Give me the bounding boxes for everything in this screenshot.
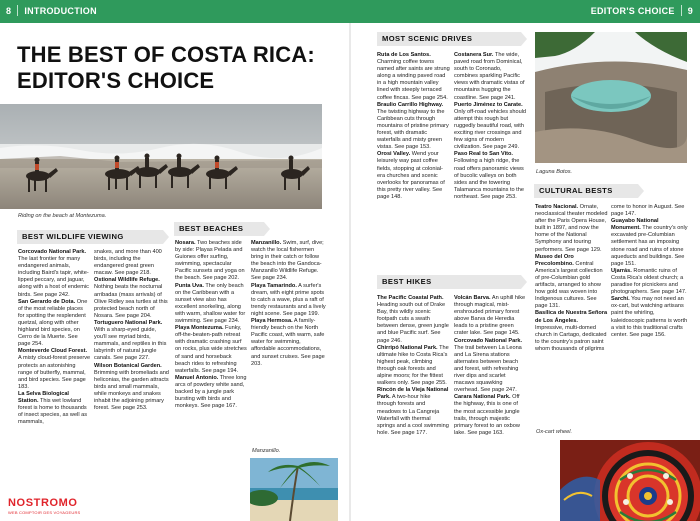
hikes-column-1 — [377, 295, 450, 437]
list-item: Museo del Oro Precolombino. Central America's largest collection of pre-Columbian gold artifacts, arranged to show how gold was woven into Indigenous cultures. See page 131. — [535, 253, 603, 310]
list-item: Ostional Wildlife Refuge. Nothing beats the nocturnal arribadas (mass arrivals) of Olive Ridley sea turtles at this protected beach north of Nosara. See page 204. — [94, 277, 168, 319]
heading-arrow — [638, 184, 644, 198]
section-heading-beaches-label: BEST BEACHES — [179, 224, 244, 233]
list-item: Puerto Jiménez to Carate. Only off-road vehicles should attempt this rough but ruggedly beautiful road, with exciting river crossings and few signs of modern civilization. See page 249. — [454, 101, 527, 151]
left-header-title: INTRODUCTION — [24, 6, 97, 16]
watermark-logo — [6, 496, 90, 518]
list-item: Wilson Botanical Garden. Brimming with bromeliads and heliconias, the garden attracts birds and small mammals, while monkeys and snakes inhabit the adjoining primary forest. See page 253. — [94, 362, 169, 412]
page-title — [17, 42, 337, 94]
list-item: The Pacific Coastal Path. Heading south out of Drake Bay, this wildly scenic footpath cuts a swath between dense, green jungle and blue Pacific surf. See page 246. — [377, 295, 449, 344]
logo-subtitle: WEB COMPTOIR DES VOYAGEURS — [8, 510, 81, 515]
list-item: Costanera Sur. The wide, paved road from Dominical, south to Coronado, combines sparkling Pacific views with dramatic vistas of mountains hugging the coastline. See page 241. — [454, 52, 525, 101]
section-heading-hikes-label: BEST HIKES — [382, 277, 432, 286]
list-item: Corcovado National Park. The trail between La Leona and La Sirena stations alternates between beach and forest, with refreshing river dips and scarlet macaws squawking overhead. See page 247. — [454, 337, 523, 394]
right-header-bar — [350, 0, 700, 23]
wildlife-column-2 — [94, 249, 170, 412]
list-item: Ruta de Los Santos. Charming coffee towns named after saints are strung along a winding paved road in a high mountain valley lined with steeply terraced coffee fincas. See page 254. — [377, 52, 450, 101]
title-line-2: EDITOR'S CHOICE — [17, 68, 215, 93]
title-line-1: THE BEST OF COSTA RICA: — [17, 42, 315, 67]
page-gutter — [349, 23, 351, 521]
list-item: Teatro Nacional. Ornate, neoclassical theater modeled after the Paris Opera House, built in 1897, and now the home of the National Symphony and touring performers. See page 129. — [535, 204, 608, 253]
left-header-bar — [0, 0, 350, 23]
section-heading-culture — [534, 184, 638, 198]
list-item: Rincón de la Vieja National Park. A two-hour hike through forests and meadows to La Cangreja Waterfall with thermal springs and a cool swimming hole. See page 177. — [377, 387, 449, 436]
section-heading-wildlife-label: BEST WILDLIFE VIEWING — [22, 232, 124, 241]
list-item: Chirripó National Park. The ultimate hike to Costa Rica's highest peak, climbing through oak forests and alpine moors; for the fittest walkers only. See page 255. — [377, 344, 449, 387]
heading-arrow — [163, 230, 169, 244]
logo-name: NOSTROMO — [8, 497, 78, 509]
list-item: come to honor in August. See page 147. — [611, 204, 685, 218]
manzanillo-caption: Manzanillo. — [252, 448, 281, 454]
list-item: Punta Uva. The only beach on the Caribbean with a sunset view also has excellent snorkeling, along with warm, shallow water for swimming. See page 234. — [175, 282, 246, 325]
beach-photo-caption: Riding on the beach at Montezuma. — [18, 213, 107, 219]
list-item: Ujarrás. Romantic ruins of Costa Rica's oldest church; a paradise for picnickers and photographers. See page 147. — [611, 267, 687, 296]
beach-horses-photo — [0, 104, 322, 209]
laguna-botos-photo — [535, 32, 687, 163]
list-item: Playa Tamarindo. A surfer's dream, with eight prime spots to catch a wave, plus a raft of trendy restaurants and a lively night scene. See page 199. — [251, 282, 326, 317]
list-item: Corcovado National Park. The last frontier for many endangered animals, including Baird's tapir, white-lipped peccary, and jaguar, along with a host of endemic birds. See page 242. — [18, 249, 89, 298]
list-item: Orosi Valley. Wend your leisurely way past coffee fields, stopping at colonial-era churches and scenic overlooks for panoramas of this pretty river valley. See page 148. — [377, 151, 445, 200]
manzanillo-photo — [250, 458, 338, 521]
list-item: San Gerardo de Dota. One of the most reliable places for spotting the resplendent quetzal, along with other highland bird species, on Cerro de la Muerte. See page 254. — [18, 298, 88, 348]
list-item: La Selva Biological Station. This wet lowland forest is home to thousands of insect species, as well as mammals, — [18, 390, 88, 426]
right-header-title: EDITOR'S CHOICE — [590, 6, 675, 16]
section-heading-drives-label: MOST SCENIC DRIVES — [382, 34, 473, 43]
section-heading-drives — [377, 32, 521, 46]
section-heading-hikes — [377, 275, 521, 289]
oxcart-caption: Ox-cart wheel. — [536, 429, 573, 435]
oxcart-wheel-photo — [560, 440, 700, 521]
heading-arrow — [521, 275, 527, 289]
wildlife-column-1 — [18, 249, 91, 426]
right-page-number: 9 — [687, 6, 693, 16]
culture-column-1 — [535, 204, 608, 353]
list-item: Tortuguero National Park. With a sharp-eyed guide, you'll see myriad birds, mammals, and reptiles in this labyrinth of natural jungle canals. See page 227. — [94, 319, 167, 362]
list-item: Monteverde Cloud Forest. A misty cloud-forest preserve protects an astonishing range of butterfly, mammal, and bird species. See page 183. — [18, 348, 91, 390]
list-item: Manzanillo. Swim, surf, dive; watch the local fishermen bring in their catch or follow the beach into the Gandoca-Manzanillo Wildlife Refuge. See page 234. — [251, 240, 324, 282]
list-item: Playa Montezuma. Funky, off-the-beaten-path retreat with dramatic crashing surf on rocks, plus wide stretches of sand and horseback beach rides to refreshing waterfalls. See page 194. — [175, 325, 247, 374]
header-divider — [681, 5, 682, 16]
section-heading-wildlife — [17, 230, 163, 244]
beaches-column-2 — [251, 240, 326, 368]
list-item: snakes, and more than 400 birds, including the endangered great green macaw. See page 218. — [94, 249, 162, 277]
list-item: Manuel Antonio. Three long arcs of powdery white sand, backed by a jungle park bursting with birds and monkeys. See page 167. — [175, 374, 247, 410]
section-heading-culture-label: CULTURAL BESTS — [539, 186, 613, 195]
list-item: Sarchí. You may not need an ox-cart, but watching artisans paint the whirling, kaleidoscopic patterns is worth a visit to this traditional crafts center. See page 156. — [611, 296, 688, 338]
section-heading-beaches — [174, 222, 264, 236]
header-divider — [17, 5, 18, 16]
drives-column-1 — [377, 52, 450, 201]
list-item: Playa Hermosa. A family-friendly beach on the North Pacific coast, with warm, safe water for swimming, affordable accommodations, and sunset cruises. See page 203. — [251, 318, 325, 367]
culture-column-2 — [611, 204, 689, 339]
left-page-number: 8 — [6, 6, 12, 16]
hikes-column-2 — [454, 295, 527, 437]
list-item: Braulio Carrillo Highway. The twisting highway to the Caribbean cuts through mountains of pristine primary forest, with dramatic waterfalls and misty green vistas. See page 153. — [377, 101, 449, 151]
drives-column-2 — [454, 52, 527, 201]
list-item: Paso Real to San Vito. Following a high ridge, the road offers panoramic views of bucolic valleys on both sides and the towering Talamanca mountains to the northeast. See page 253. — [454, 151, 524, 200]
laguna-caption: Laguna Botos. — [536, 169, 573, 175]
list-item: Basílica de Nuestra Señora de Los Ángeles. Impressive, multi-domed church in Cartago, dedicated to the country's patron saint whom thousands of pilgrims — [535, 310, 608, 352]
list-item: Carara National Park. Off the highway, this is one of the most accessible jungle trails, through majestic primary forest to an oxbow lake. See page 163. — [454, 394, 520, 436]
list-item: Guayabo National Monument. The country's only excavated pre-Columbian settlement has an imposing stone road and ruins of stone aqueducts and buildings. See page 151. — [611, 218, 688, 267]
beaches-column-1 — [175, 240, 248, 410]
heading-arrow — [521, 32, 527, 46]
list-item: Volcán Barva. An uphill hike through magical, mist-enshrouded primary forest above Barva de Heredia leads to a pristine green crater lake. See page 145. — [454, 295, 526, 337]
list-item: Nosara. Two beaches side by side: Playas Pelada and Guiones offer surfing, swimming, spectacular Pacific sunsets and yoga on the beach. See page 202. — [175, 240, 245, 282]
heading-arrow — [264, 222, 270, 236]
